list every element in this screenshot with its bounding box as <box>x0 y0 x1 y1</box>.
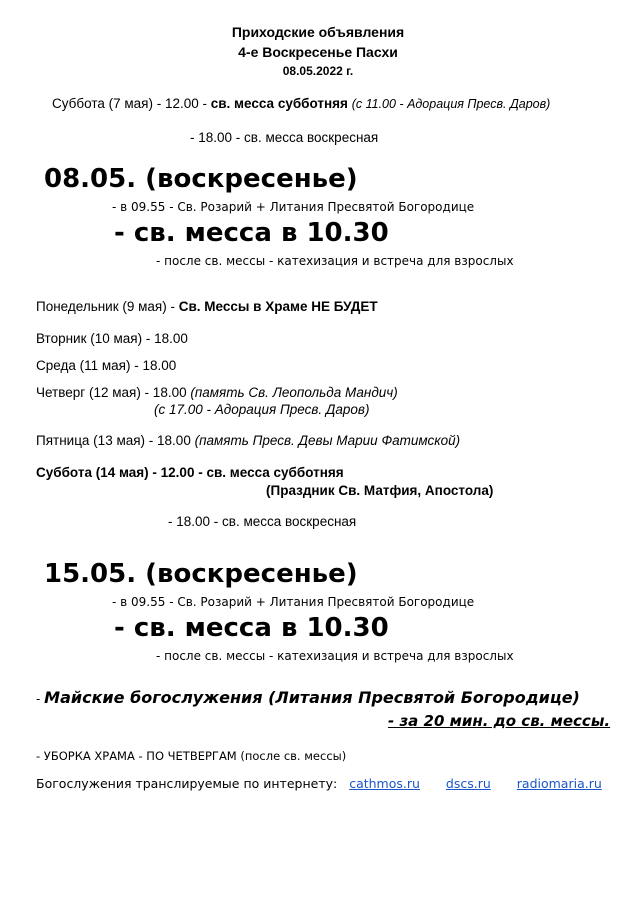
may-dash: - <box>36 692 45 706</box>
link-radiomaria[interactable]: radiomaria.ru <box>516 776 602 791</box>
sun1-mass: - св. месса в 10.30 <box>114 218 389 248</box>
sun2-rosary: - в 09.55 - Св. Розарий + Литания Пресвятой Богородице <box>112 595 475 609</box>
may-time: - за 20 мин. до св. мессы. <box>388 712 611 730</box>
may-line <box>36 688 580 708</box>
link-dscs[interactable]: dscs.ru <box>445 776 491 791</box>
sat2-line: Суббота (14 мая) - 12.00 - св. месса субботняя <box>36 465 344 480</box>
thu-adoration: (с 17.00 - Адорация Пресв. Даров) <box>154 402 370 417</box>
header-title: Приходские объявления <box>231 24 405 40</box>
sat2-note: (Праздник Св. Матфия, Апостола) <box>266 483 494 498</box>
broadcast-line <box>36 776 602 791</box>
fri-line <box>36 433 460 448</box>
mon-line <box>36 299 378 314</box>
thu-day: Четверг (12 мая) - 18.00 <box>36 385 191 400</box>
sun2-after: - после св. мессы - катехизация и встреча для взрослых <box>156 649 514 663</box>
mon-day: Понедельник (9 мая) - <box>36 299 179 314</box>
mon-note: Св. Мессы в Храме НЕ БУДЕТ <box>178 299 378 314</box>
wed-line: Среда (11 мая) - 18.00 <box>36 358 177 373</box>
tue-line: Вторник (10 мая) - 18.00 <box>36 331 188 346</box>
sat1-mass: св. месса субботняя <box>210 96 348 111</box>
sun2-mass: - св. месса в 10.30 <box>114 613 389 643</box>
sun2-title: 15.05. (воскресенье) <box>44 559 358 589</box>
sat2-evening: - 18.00 - св. месса воскресная <box>168 514 357 529</box>
header-date: 08.05.2022 г. <box>282 64 354 78</box>
may-title: Майские богослужения (Литания Пресвятой Богородице) <box>44 688 580 707</box>
sat1-line <box>52 96 550 111</box>
thu-line <box>36 385 398 400</box>
fri-note: (память Пресв. Девы Марии Фатимской) <box>194 433 461 448</box>
sat1-evening: - 18.00 - св. месса воскресная <box>190 130 379 145</box>
sat1-main: Суббота (7 мая) - 12.00 - <box>52 96 211 111</box>
thu-note: (память Св. Леопольда Мандич) <box>190 385 398 400</box>
fri-day: Пятница (13 мая) - 18.00 <box>36 433 195 448</box>
sun1-title: 08.05. (воскресенье) <box>44 164 358 194</box>
broadcast-label: Богослужения транслируемые по интернету: <box>36 776 338 791</box>
header-subtitle: 4-е Воскресенье Пасхи <box>238 44 398 60</box>
sun1-rosary: - в 09.55 - Св. Розарий + Литания Пресвятой Богородице <box>112 200 475 214</box>
sat1-note: (с 11.00 - Адорация Пресв. Даров) <box>351 97 551 111</box>
link-cathmos[interactable]: cathmos.ru <box>349 776 420 791</box>
cleaning-note: - УБОРКА ХРАМА - ПО ЧЕТВЕРГАМ (после св. мессы) <box>36 749 347 763</box>
sun1-after: - после св. мессы - катехизация и встреча для взрослых <box>156 254 514 268</box>
